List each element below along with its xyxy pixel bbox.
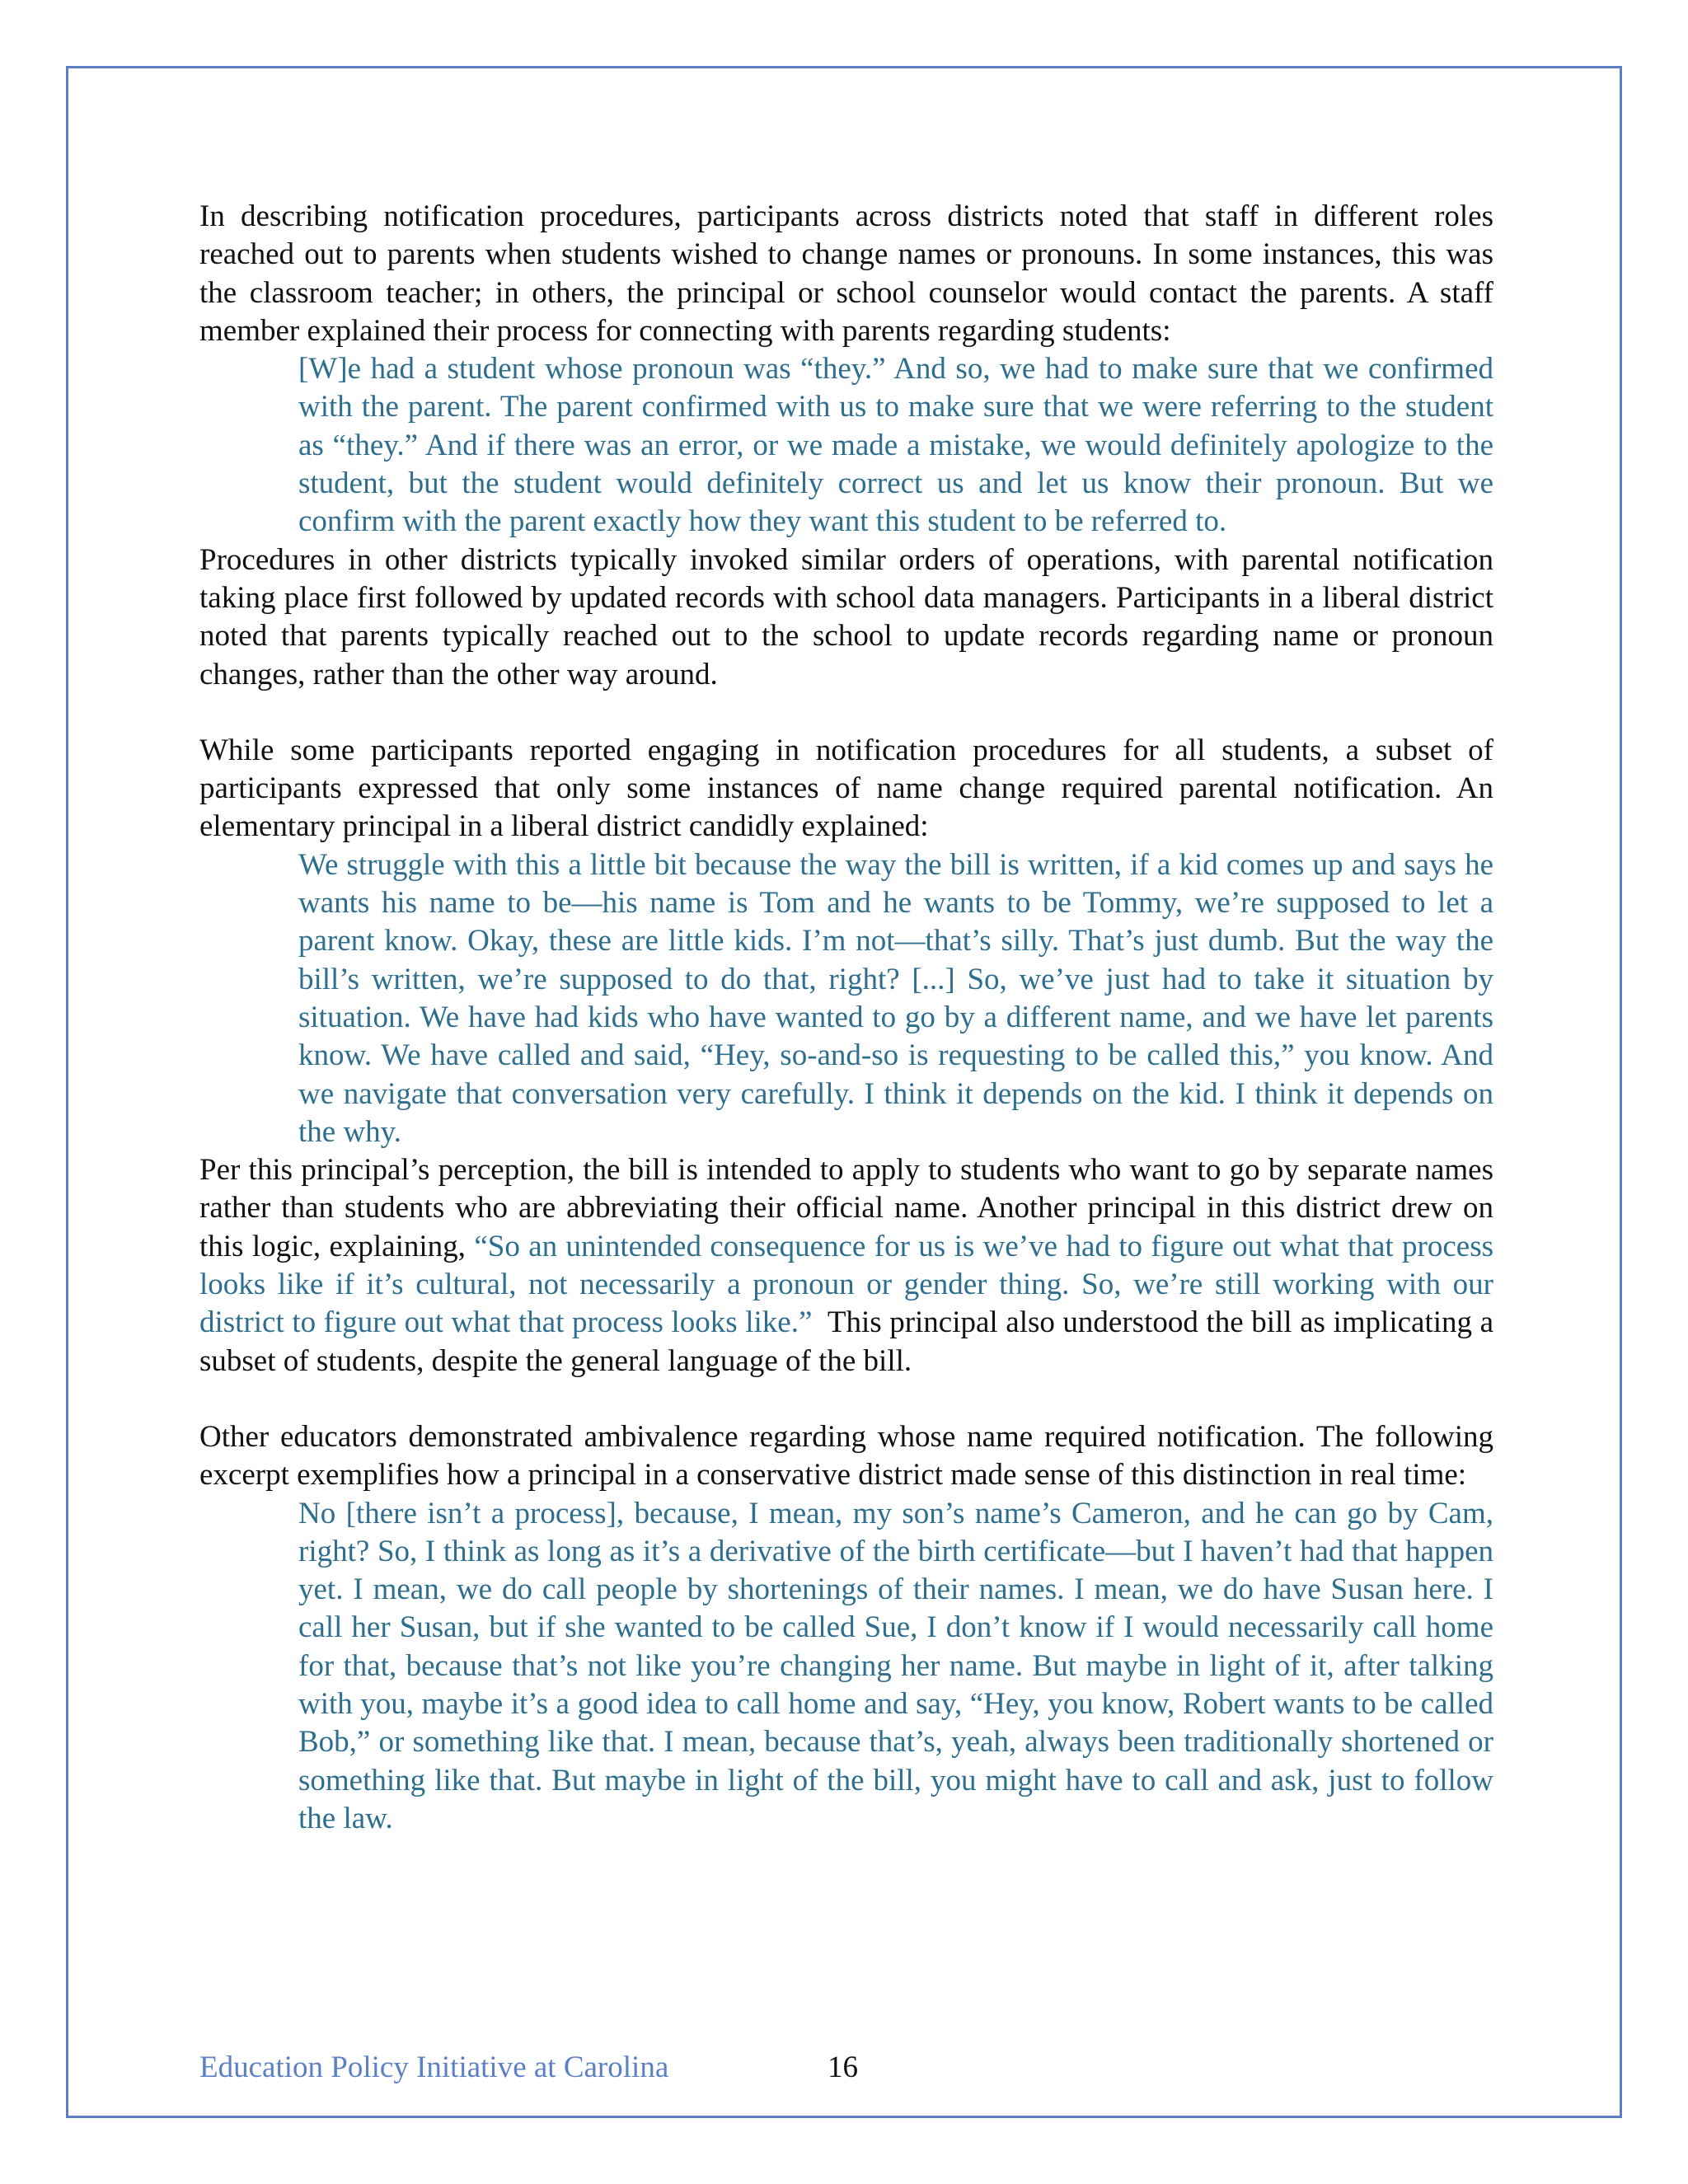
paragraph-gap [199, 1380, 1493, 1418]
footer-organization: Education Policy Initiative at Carolina [199, 2050, 669, 2084]
paragraph-gap [199, 694, 1493, 732]
paragraph-subset-participants: While some participants reported engaging in notification procedures for all students, a subset of participants expressed that only some instances of name change required parental notification. An elementary principal in a liberal district candidly explained: [199, 733, 1493, 844]
block-quote-staff-member: [W]e had a student whose pronoun was “they.” And so, we had to make sure that we confirmed with the parent. The parent confirmed with us to make sure that we were referring to the student as “they.” And if there was an error, or we made a mistake, we would definitely apologize to the student, but the student would definitely correct us and let us know their pronoun. But we confirm with the parent exactly how they want this student to be referred to. [298, 352, 1493, 539]
page-footer [199, 2049, 858, 2087]
paragraph-principal-perception [199, 1151, 1502, 1380]
inline-quote-another-principal: “So an unintended consequence for us is we’ve had to figure out what that process looks like if it’s cultural, not necessarily a pronoun or gender thing. So, we’re still working with our district to figure out what that process looks like.” [199, 1229, 1494, 1340]
document-body [199, 198, 1502, 1838]
page-number: 16 [828, 2050, 858, 2084]
paragraph-notification-procedures: In describing notification procedures, participants across districts noted that staff in different roles reached out to parents when students wished to change names or pronouns. In some instances, this was the classroom teacher; in others, the principal or school counselor would contact the parents. A staff member explained their process for connecting with parents regarding students: [199, 199, 1493, 348]
paragraph-principal-perception-end: This principal also understood the bill as implicating a subset of students, despite the general language of the bill. [199, 1305, 1502, 1378]
paragraph-ambivalence: Other educators demonstrated ambivalence regarding whose name required notification. The following excerpt exemplifies how a principal in a conservative district made sense of this distinction in real time: [199, 1419, 1493, 1493]
paragraph-other-districts: Procedures in other districts typically invoked similar orders of operations, with parental notification taking place first followed by updated records with school data managers. Participants in a liberal district noted that parents typically reached out to the school to update records regarding name or pronoun changes, rather than the other way around. [199, 542, 1493, 691]
paragraph-principal-perception-start: Per this principal’s perception, the bill is intended to apply to students who want to go by separate names rather than students who are abbreviating their official name. Another principal in this district drew on this logic, explaining, [199, 1153, 1493, 1263]
block-quote-conservative-principal: No [there isn’t a process], because, I mean, my son’s name’s Cameron, and he can go by Cam, right? So, I think as long as it’s a derivative of the birth certificate—but I haven’t had that happen yet. I mean, we do call people by shortenings of their names. I mean, we do have Susan here. I call her Susan, but if she wanted to be called Sue, I don’t know if I would necessarily call home for that, because that’s not like you’re changing her name. But maybe in light of it, after talking with you, maybe it’s a good idea to call home and say, “Hey, you know, Robert wants to be called Bob,” or something like that. I mean, because that’s, yeah, always been traditionally shortened or something like that. But maybe in light of the bill, you might have to call and ask, just to follow the law. [298, 1496, 1493, 1835]
block-quote-elementary-principal: We struggle with this a little bit because the way the bill is written, if a kid comes up and says he wants his name to be—his name is Tom and he wants to be Tommy, we’re supposed to let a parent know. Okay, these are little kids. I’m not—that’s silly. That’s just dumb. But the way the bill’s written, we’re supposed to do that, right? [...] So, we’ve just had to take it situation by situation. We have had kids who have wanted to go by a different name, and we have let parents know. We have called and said, “Hey, so-and-so is requesting to be called this,” you know. And we navigate that conversation very carefully. I think it depends on the kid. I think it depends on the why. [298, 847, 1493, 1149]
